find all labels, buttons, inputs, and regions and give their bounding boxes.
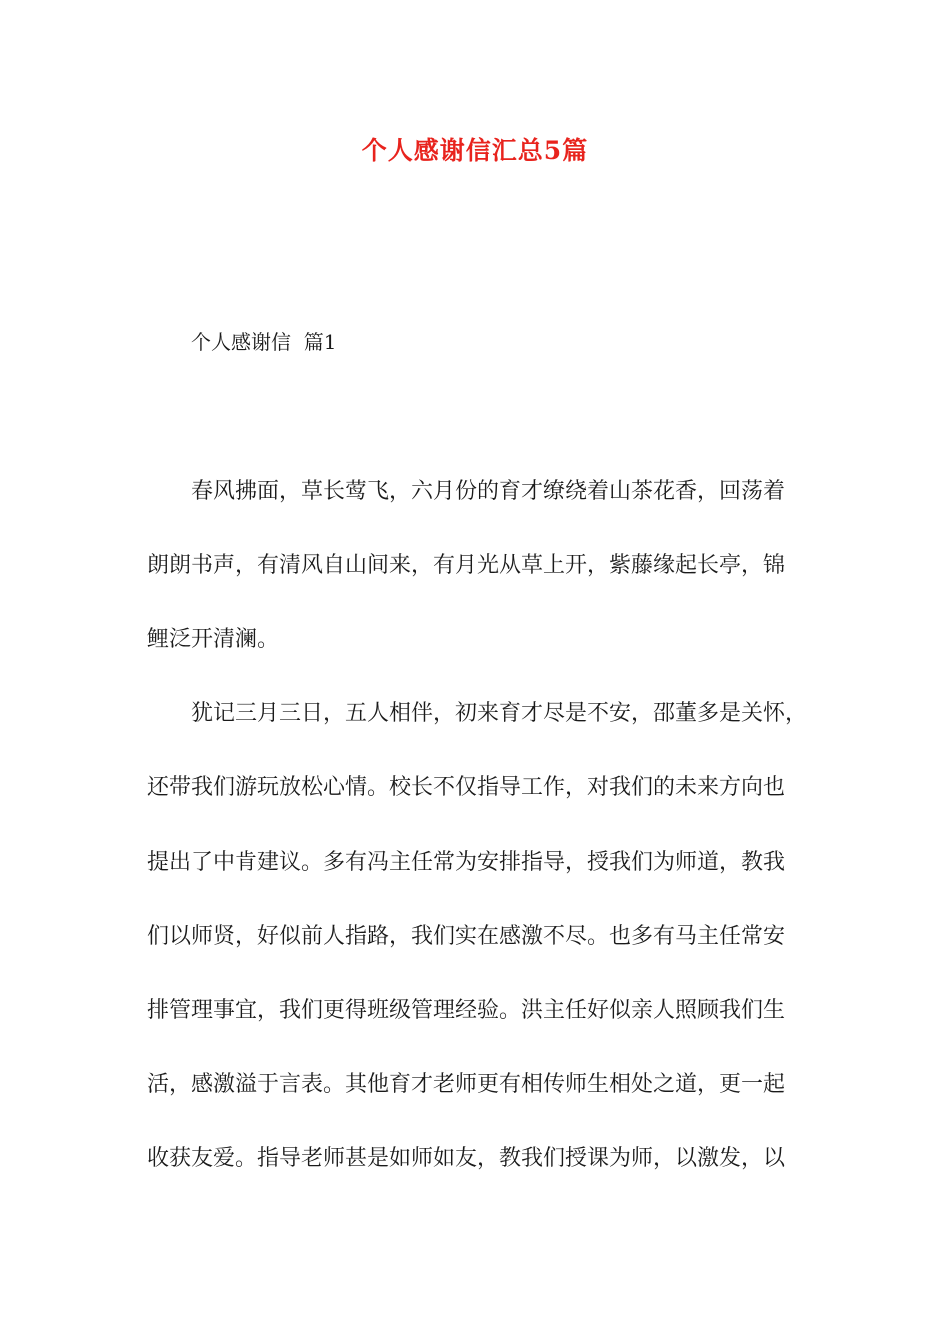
paragraph-2-line-6: 活，感激溢于言表。其他育才老师更有相传师生相处之道，更一起 — [147, 1072, 786, 1097]
paragraph-2-line-2: 还带我们游玩放松心情。校长不仅指导工作，对我们的未来方向也 — [147, 775, 786, 800]
document-title: 个人感谢信汇总5篇 — [361, 136, 589, 165]
paragraph-1-line-3: 鲤泛开清澜。 — [147, 627, 280, 652]
paragraph-1-line-2: 朗朗书声，有清风自山间来，有月光从草上开，紫藤缘起长亭，锦 — [147, 553, 786, 578]
paragraph-2-line-4: 们以师贤，好似前人指路，我们实在感激不尽。也多有马主任常安 — [147, 924, 786, 949]
paragraph-2-line-3: 提出了中肯建议。多有冯主任常为安排指导，授我们为师道，教我 — [147, 850, 786, 875]
paragraph-1-line-1: 春风拂面，草长莺飞，六月份的育才缭绕着山茶花香，回荡着 — [191, 479, 786, 504]
paragraph-2-line-1: 犹记三月三日，五人相伴，初来育才尽是不安，邵董多是关怀， — [191, 701, 808, 726]
section-heading: 个人感谢信 篇1 — [191, 330, 337, 354]
paragraph-2-line-7: 收获友爱。指导老师甚是如师如友，教我们授课为师，以激发，以 — [147, 1146, 786, 1171]
paragraph-2-line-5: 排管理事宜，我们更得班级管理经验。洪主任好似亲人照顾我们生 — [147, 998, 786, 1023]
